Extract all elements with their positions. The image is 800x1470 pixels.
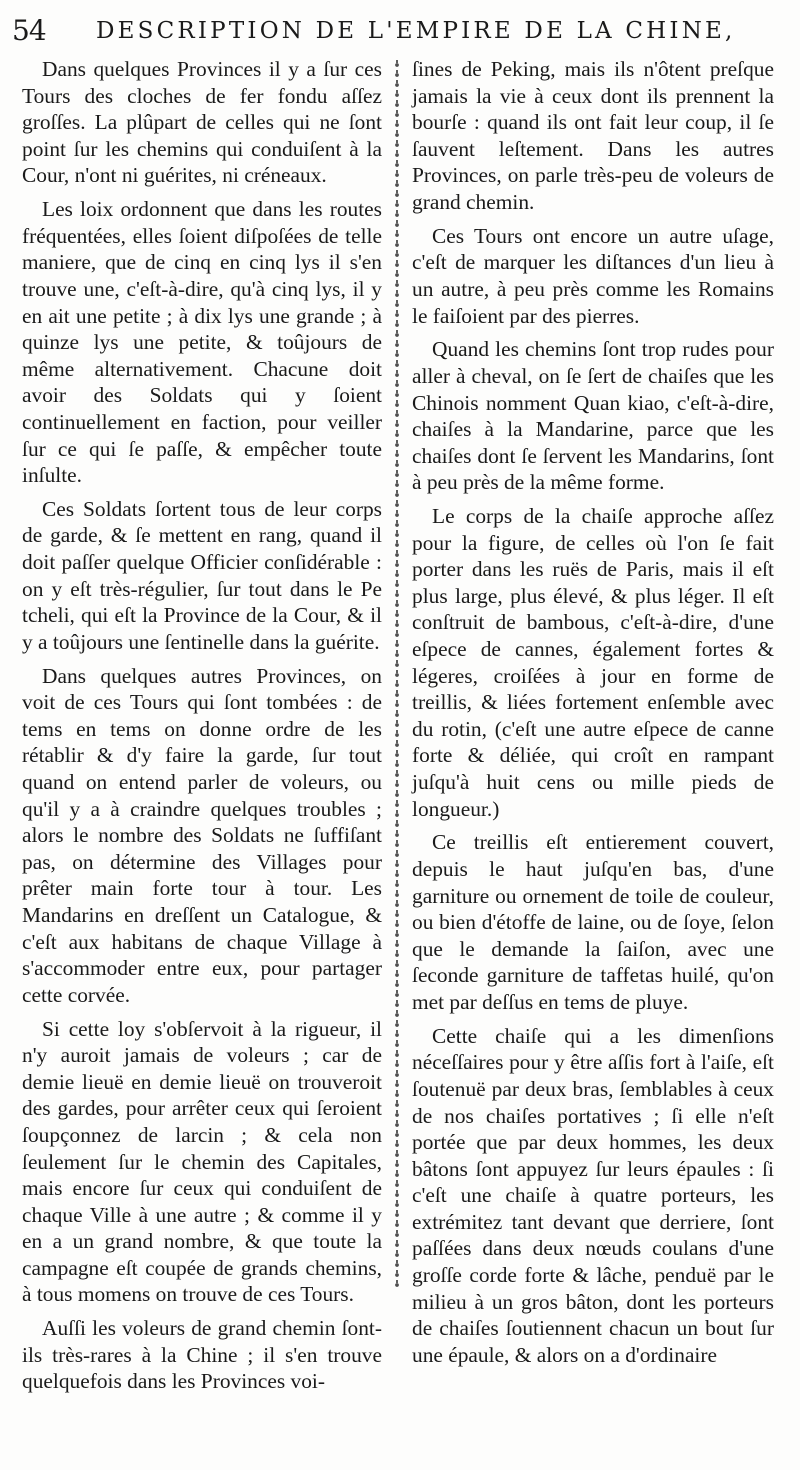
paragraph: Les loix ordonnent que dans les routes fréquentées, elles ſoient diſpoſées de telle maniere, que de cinq en cinq lys il s'en trouve une, c'eſt-à-dire, qu'à cinq lys, il y en ait une petite ; à dix lys une grande ; à quinze lys une petite, & toûjours de même alternativement. Chacune doit avoir des Soldats qui y ſoient continuellement en faction, pour veiller ſur ce qui ſe paſſe, & empêcher toute inſulte. [22, 197, 382, 488]
paragraph: Quand les chemins ſont trop rudes pour aller à cheval, on ſe ſert de chaiſes que les Chinois nomment Quan kiao, c'eſt-à-dire, chaiſes à la Mandarine, parce que les chaiſes dont ſe ſervent les Mandarins, ſont à peu près de la même forme. [412, 337, 774, 495]
paragraph: Si cette loy s'obſervoit à la rigueur, il n'y auroit jamais de voleurs ; car de demie lieuë en demie lieuë on trouveroit des gardes, pour arrêter ceux qui ſeroient ſoupçonnez de larcin ; & cela non ſeulement ſur le chemin des Capitales, mais encore ſur ceux qui conduiſent de chaque Ville à une autre ; & comme il y en a un grand nombre, & que toute la campagne eſt coupée de grands chemins, à tous momens on trouve de ces Tours. [22, 1016, 382, 1307]
paragraph: Dans quelques Provinces il y a ſur ces Tours des cloches de fer fondu aſſez groſſes. La plûpart de celles qui ne ſont point ſur les chemins qui conduiſent à la Cour, n'ont ni guérites, ni créneaux. [22, 57, 382, 188]
paragraph: Le corps de la chaiſe approche aſſez pour la figure, de celles où l'on ſe fait porter dans les ruës de Paris, mais il eſt plus large, plus élevé, & plus léger. Il eſt conſtruit de bambous, c'eſt-à-dire, d'une eſpece de cannes, également fortes & légeres, croiſées à jour en forme de treillis, & liées fortement enſemble avec du rotin, (c'eſt une autre eſpece de canne forte & déliée, qui croît en rampant juſqu'à huit cens ou mille pieds de longueur.) [412, 504, 774, 821]
paragraph: ſines de Peking, mais ils n'ôtent preſque jamais la vie à ceux dont ils prennent la bourſe : quand ils ont fait leur coup, il ſe ſauvent leſtement. Dans les autres Provinces, on parle très-peu de voleurs de grand chemin. [412, 57, 774, 214]
paragraph: Auſſi les voleurs de grand chemin ſont-ils très-rares à la Chine ; il s'en trouve quelquefois dans les Provinces voi- [22, 1316, 382, 1394]
left-column [22, 56, 382, 1402]
paragraph: Dans quelques autres Provinces, on voit de ces Tours qui ſont tombées : de tems en tems on donne ordre de les rétablir & d'y faire la garde, ſur tout quand on entend parler de voleurs, ou qu'il y a à craindre quelques troubles ; alors le nombre des Soldats ne ſuffiſant pas, on détermine des Villages pour prêter main forte tour à tour. Les Mandarins en dreſſent un Catalogue, & c'eſt aux habitans de chaque Village à s'accommoder entre eux, pour partager cette corvée. [22, 663, 382, 1007]
paragraph: Ces Soldats ſortent tous de leur corps de garde, & ſe mettent en rang, quand il doit paſſer quelque Officier conſidérable : on y eſt très-régulier, ſur tout dans le Pe tcheli, qui eſt la Province de la Cour, & il y a toûjours une ſentinelle dans la guérite. [22, 496, 382, 654]
paragraph: Ce treillis eſt entierement couvert, depuis le haut juſqu'en bas, d'une garniture ou ornement de toile de couleur, ou bien d'étoffe de laine, ou de ſoye, ſelon que le demande la ſaiſon, avec une ſeconde garniture de taffetas huilé, qu'on met par deſſus en tems de pluye. [412, 830, 774, 1014]
running-head: DESCRIPTION DE L'EMPIRE DE LA CHINE, [96, 18, 736, 44]
paragraph: Cette chaiſe qui a les dimenſions néceſſaires pour y être aſſis fort à l'aiſe, eſt ſoutenuë par deux bras, ſemblables à ceux de nos chaiſes portatives ; ſi elle n'eſt portée que par deux hommes, les deux bâtons ſont appuyez ſur leurs épaules : ſi c'eſt une chaiſe à quatre porteurs, les extrémitez tant devant que derriere, ſont paſſées dans deux nœuds coulans d'une groſſe corde forte & lâche, penduë par le milieu à un gros bâton, dont les porteurs de chaiſes ſoutiennent chacun un bout ſur une épaule, & alors on a d'ordinaire [412, 1023, 774, 1367]
page-number: 54 [12, 14, 46, 47]
ornamental-column-divider [388, 60, 406, 1290]
right-column [412, 56, 774, 1376]
page-header [8, 14, 793, 54]
paragraph: Ces Tours ont encore un autre uſage, c'eſt de marquer les diſtances d'un lieu à un autre, à peu près comme les Romains le faiſoient par des pierres. [412, 223, 774, 328]
